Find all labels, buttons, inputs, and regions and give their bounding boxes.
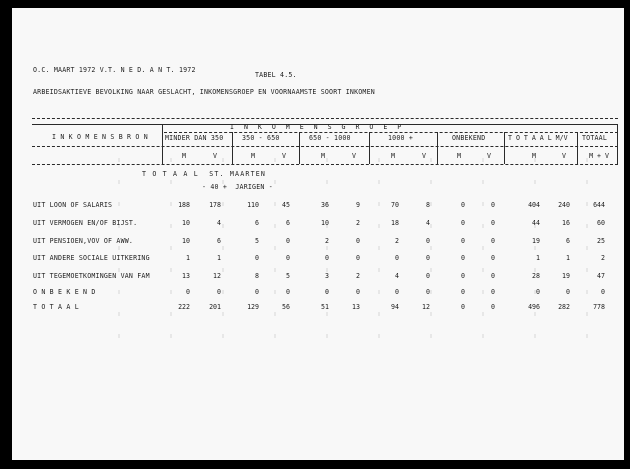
table-cell: 1 — [186, 254, 190, 262]
table-cell: 240 — [558, 201, 570, 209]
table-cell: 6 — [255, 219, 259, 227]
row-label: UIT TEGEMOETKOMINGEN VAN FAM — [33, 272, 150, 280]
table-cell: 18 — [391, 219, 399, 227]
sex-label: M — [321, 152, 325, 160]
sex-label: V — [487, 152, 491, 160]
table-cell: 0 — [491, 237, 495, 245]
table-cell: 0 — [186, 288, 190, 296]
sex-label: M — [532, 152, 536, 160]
table-label: TABEL 4.5. — [255, 71, 297, 79]
table-cell: 2 — [601, 254, 605, 262]
table-cell: 1 — [217, 254, 221, 262]
document-title: ARBEIDSAKTIEVE BEVOLKING NAAR GESLACHT, INKOMENSGROEP EN VOORNAAMSTE SOORT INKOMEN — [33, 88, 375, 96]
section-title: T O T A A L ST. MAARTEN — [142, 170, 267, 178]
sex-label: M — [391, 152, 395, 160]
table-cell: 0 — [286, 254, 290, 262]
table-cell: 60 — [597, 219, 605, 227]
table-cell: 0 — [426, 254, 430, 262]
rule-under-sex — [32, 164, 618, 165]
table-cell: 0 — [601, 288, 605, 296]
table-cell: 0 — [461, 254, 465, 262]
table-cell: 2 — [395, 237, 399, 245]
row-label: T O T A A L — [33, 303, 79, 311]
table-cell: 0 — [461, 219, 465, 227]
column-header: 1000 + — [388, 134, 414, 142]
group-header: I N K O M E N S G R O E P — [230, 123, 405, 131]
column-header: T O T A A L M/V — [508, 134, 568, 142]
table-cell: 94 — [391, 303, 399, 311]
table-cell: 0 — [461, 237, 465, 245]
table-cell: 404 — [528, 201, 540, 209]
table-cell: 0 — [356, 288, 360, 296]
table-cell: 0 — [461, 272, 465, 280]
table-cell: 188 — [178, 201, 190, 209]
rule-top — [32, 118, 618, 119]
table-cell: 0 — [426, 237, 430, 245]
col-divider — [232, 132, 233, 164]
table-cell: 0 — [491, 288, 495, 296]
table-cell: 51 — [321, 303, 329, 311]
table-cell: 45 — [282, 201, 290, 209]
table-cell: 0 — [395, 254, 399, 262]
table-cell: 222 — [178, 303, 190, 311]
table-cell: 47 — [597, 272, 605, 280]
table-cell: 12 — [213, 272, 221, 280]
table-cell: 5 — [286, 272, 290, 280]
table-cell: 36 — [321, 201, 329, 209]
table-cell: 0 — [217, 288, 221, 296]
sex-label: M — [457, 152, 461, 160]
table-cell: 2 — [356, 219, 360, 227]
sex-label: M + V — [589, 152, 609, 160]
table-cell: 28 — [532, 272, 540, 280]
table-cell: 0 — [356, 254, 360, 262]
table-cell: 0 — [426, 272, 430, 280]
table-cell: 16 — [562, 219, 570, 227]
table-cell: 0 — [491, 201, 495, 209]
table-cell: 19 — [532, 237, 540, 245]
table-cell: 70 — [391, 201, 399, 209]
table-cell: 0 — [255, 288, 259, 296]
table-cell: 56 — [282, 303, 290, 311]
table-cell: 778 — [593, 303, 605, 311]
table-cell: 0 — [325, 288, 329, 296]
table-cell: 6 — [217, 237, 221, 245]
table-cell: 19 — [562, 272, 570, 280]
sex-label: V — [422, 152, 426, 160]
table-cell: 13 — [352, 303, 360, 311]
table-cell: 6 — [566, 237, 570, 245]
column-header: 650 - 1000 — [309, 134, 351, 142]
table-cell: 0 — [491, 219, 495, 227]
document-page — [12, 8, 624, 460]
col-divider — [299, 132, 300, 164]
table-cell: 1 — [536, 254, 540, 262]
row-label: UIT LOON OF SALARIS — [33, 201, 113, 209]
table-cell: 0 — [536, 288, 540, 296]
table-cell: 10 — [321, 219, 329, 227]
table-cell: 0 — [286, 237, 290, 245]
column-header: 350 - 650 — [242, 134, 280, 142]
table-cell: 2 — [325, 237, 329, 245]
table-cell: 0 — [461, 288, 465, 296]
table-cell: 3 — [325, 272, 329, 280]
table-cell: 0 — [461, 303, 465, 311]
table-cell: 6 — [286, 219, 290, 227]
table-cell: 13 — [182, 272, 190, 280]
table-cell: 129 — [247, 303, 259, 311]
table-cell: 9 — [356, 201, 360, 209]
table-cell: 201 — [209, 303, 221, 311]
table-cell: 10 — [182, 237, 190, 245]
column-header: MINDER DAN 350 — [165, 134, 224, 142]
col-divider — [504, 132, 505, 164]
table-cell: 12 — [422, 303, 430, 311]
sex-label: V — [282, 152, 286, 160]
table-cell: 4 — [395, 272, 399, 280]
table-cell: 0 — [491, 254, 495, 262]
row-label: O N B E K E N D — [33, 288, 96, 296]
table-cell: 25 — [597, 237, 605, 245]
table-cell: 0 — [325, 254, 329, 262]
table-cell: 0 — [395, 288, 399, 296]
rule-under-columns — [32, 146, 618, 147]
table-cell: 4 — [426, 219, 430, 227]
table-cell: 644 — [593, 201, 605, 209]
sex-label: M — [251, 152, 255, 160]
col-divider — [162, 124, 163, 164]
table-cell: 0 — [286, 288, 290, 296]
table-cell: 110 — [247, 201, 259, 209]
table-cell: 2 — [356, 272, 360, 280]
table-cell: 0 — [491, 303, 495, 311]
table-cell: 178 — [209, 201, 221, 209]
table-cell: 0 — [255, 254, 259, 262]
table-cell: 4 — [217, 219, 221, 227]
table-cell: 8 — [255, 272, 259, 280]
table-cell: 8 — [426, 201, 430, 209]
column-header: ONBEKEND — [452, 134, 486, 142]
table-cell: 10 — [182, 219, 190, 227]
table-cell: 44 — [532, 219, 540, 227]
table-cell: 0 — [566, 288, 570, 296]
table-cell: 0 — [426, 288, 430, 296]
sex-label: V — [213, 152, 217, 160]
col-divider-right — [617, 124, 618, 164]
row-label: UIT VERMOGEN EN/OF BIJST. — [33, 219, 138, 227]
column-header: TOTAAL — [582, 134, 608, 142]
table-cell: 496 — [528, 303, 540, 311]
sex-label: M — [182, 152, 186, 160]
source-line: O.C. MAART 1972 V.T. N E D. A N T. 1972 — [33, 66, 196, 74]
age-label: - 40 + JARIGEN - — [202, 183, 273, 191]
row-label: UIT ANDERE SOCIALE UITKERING — [33, 254, 150, 262]
bleed-through-ghost — [82, 158, 602, 348]
row-label: UIT PENSIOEN,VOV OF AWW. — [33, 237, 134, 245]
table-cell: 282 — [558, 303, 570, 311]
table-cell: 1 — [566, 254, 570, 262]
sex-label: V — [352, 152, 356, 160]
row-header: I N K O M E N S B R O N — [52, 133, 148, 141]
sex-label: V — [562, 152, 566, 160]
table-cell: 0 — [491, 272, 495, 280]
table-cell: 0 — [461, 201, 465, 209]
table-cell: 0 — [356, 237, 360, 245]
col-divider — [369, 132, 370, 164]
table-cell: 5 — [255, 237, 259, 245]
